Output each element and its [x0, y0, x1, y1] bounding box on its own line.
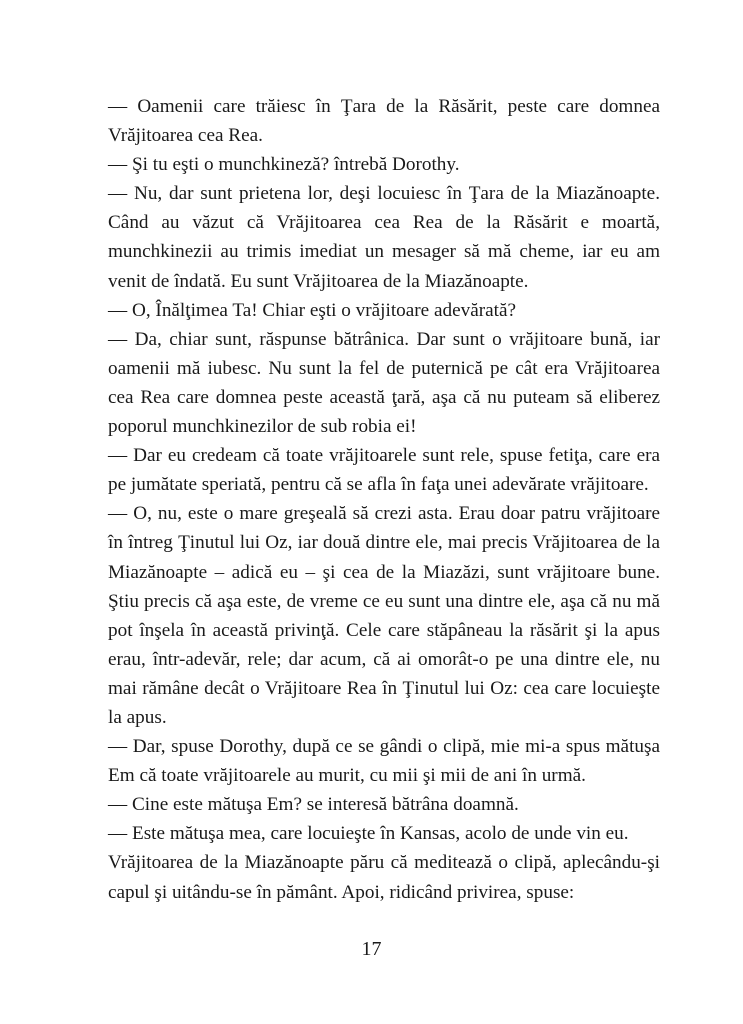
paragraph-8: — Dar, spuse Dorothy, după ce se gândi o clipă, mie mi-a spus mătuşa Em că toate vrăjitoarele au murit, cu mii şi mii de ani în urmă.: [108, 736, 660, 787]
paragraph-7: — O, nu, este o mare greşeală să crezi asta. Erau doar patru vrăjitoare în întreg Ţinutul lui Oz, iar două dintre ele, mai precis Vrăjitoarea de la Miazănoapte – adică eu – şi cea de la Miazăzi, sunt vrăjitoare bune. Ştiu precis că aşa este, de vreme ce eu sunt una dintre ele, aşa că nu mă pot înşela în această privinţă. Cele care stăpâneau la răsărit şi la apus erau, într-adevăr, rele; dar acum, că ai omorât-o pe una dintre ele, nu mai rămâne decât o Vrăjitoare Rea în Ţinutul lui Oz: cea care locuieşte la apus.: [108, 503, 660, 728]
paragraph-3: — Nu, dar sunt prietena lor, deşi locuiesc în Ţara de la Miazănoapte. Când au văzut că Vrăjitoarea cea Rea de la Răsărit e moartă, munchkinezii au trimis imediat un mesager să mă cheme, iar eu am venit de îndată. Eu sunt Vrăjitoarea de la Miazănoapte.: [108, 183, 660, 292]
paragraph-9: — Cine este mătuşa Em? se interesă bătrâna doamnă.: [108, 794, 519, 816]
paragraph-6: — Dar eu credeam că toate vrăjitoarele sunt rele, spuse fetiţa, care era pe jumătate speriată, pentru că se afla în faţa unei adevărate vrăjitoare.: [108, 445, 660, 496]
paragraph-5: — Da, chiar sunt, răspunse bătrânica. Dar sunt o vrăjitoare bună, iar oamenii mă iubesc. Nu sunt la fel de puternică pe cât era Vrăjitoarea cea Rea care domnea peste această ţară, aşa că nu puteam să eliberez poporul munchkinezilor de sub robia ei!: [108, 328, 660, 438]
paragraph-4: — O, Înălţimea Ta! Chiar eşti o vrăjitoare adevărată?: [108, 299, 516, 321]
paragraph-1: — Oamenii care trăiesc în Ţara de la Răsărit, peste care domnea Vrăjitoarea cea Rea.: [108, 96, 660, 147]
page-body: [108, 92, 660, 907]
paragraph-2: — Şi tu eşti o munchkineză? întrebă Dorothy.: [108, 154, 460, 176]
page-number: 17: [361, 938, 382, 960]
paragraph-11: Vrăjitoarea de la Miazănoapte păru că meditează o clipă, aplecându-şi capul şi uitându-se în pământ. Apoi, ridicând privirea, spuse:: [108, 852, 660, 903]
paragraph-10: — Este mătuşa mea, care locuieşte în Kansas, acolo de unde vin eu.: [108, 823, 629, 845]
